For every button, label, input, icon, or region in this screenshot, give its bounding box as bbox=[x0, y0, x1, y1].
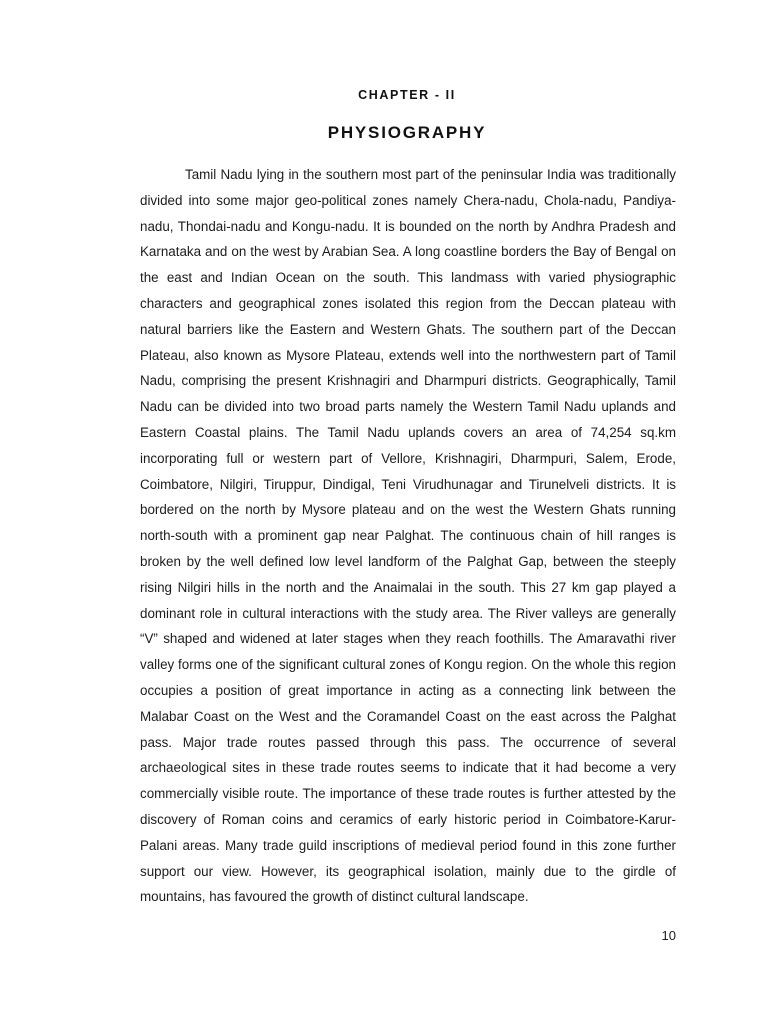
chapter-label: CHAPTER - II bbox=[358, 88, 456, 102]
body-paragraph: Tamil Nadu lying in the southern most part of the peninsular India was traditionally divided into some major geo-political zones namely Chera-nadu, Chola-nadu, Pandiya-nadu, Thondai-nadu and Kongu-nadu. It is bounded on the north by Andhra Pradesh and Karnataka and on the west by Arabian Sea. A long coastline borders the Bay of Bengal on the east and Indian Ocean on the south. This landmass with varied physiographic characters and geographical zones isolated this region from the Deccan plateau with natural barriers like the Eastern and Western Ghats. The southern part of the Deccan Plateau, also known as Mysore Plateau, extends well into the northwestern part of Tamil Nadu, comprising the present Krishnagiri and Dharmpuri districts. Geographically, Tamil Nadu can be divided into two broad parts namely the Western Tamil Nadu uplands and Eastern Coastal plains. The Tamil Nadu uplands covers an area of 74,254 sq.km incorporating full or western part of Vellore, Krishnagiri, Dharmpuri, Salem, Erode, Coimbatore, Nilgiri, Tiruppur, Dindigal, Teni Virudhunagar and Tirunelveli districts. It is bordered on the north by Mysore plateau and on the west the Western Ghats running north-south with a prominent gap near Palghat. The continuous chain of hill ranges is broken by the well defined low level landform of the Palghat Gap, between the steeply rising Nilgiri hills in the north and the Anaimalai in the south. This 27 km gap played a dominant role in cultural interactions with the study area. The River valleys are generally “V” shaped and widened at later stages when they reach foothills. The Amaravathi river valley forms one of the significant cultural zones of Kongu region. On the whole this region occupies a position of great importance in acting as a connecting link between the Malabar Coast on the West and the Coramandel Coast on the east across the Palghat pass. Major trade routes passed through this pass. The occurrence of several archaeological sites in these trade routes seems to indicate that it had become a very commercially visible route. The importance of these trade routes is further attested by the discovery of Roman coins and ceramics of early historic period in Coimbatore-Karur-Palani areas. Many trade guild inscriptions of medieval period found in this zone further support our view. However, its geographical isolation, mainly due to the girdle of mountains, has favoured the growth of distinct cultural landscape. bbox=[140, 167, 676, 905]
chapter-title: PHYSIOGRAPHY bbox=[327, 123, 487, 142]
page-number: 10 bbox=[661, 928, 676, 943]
